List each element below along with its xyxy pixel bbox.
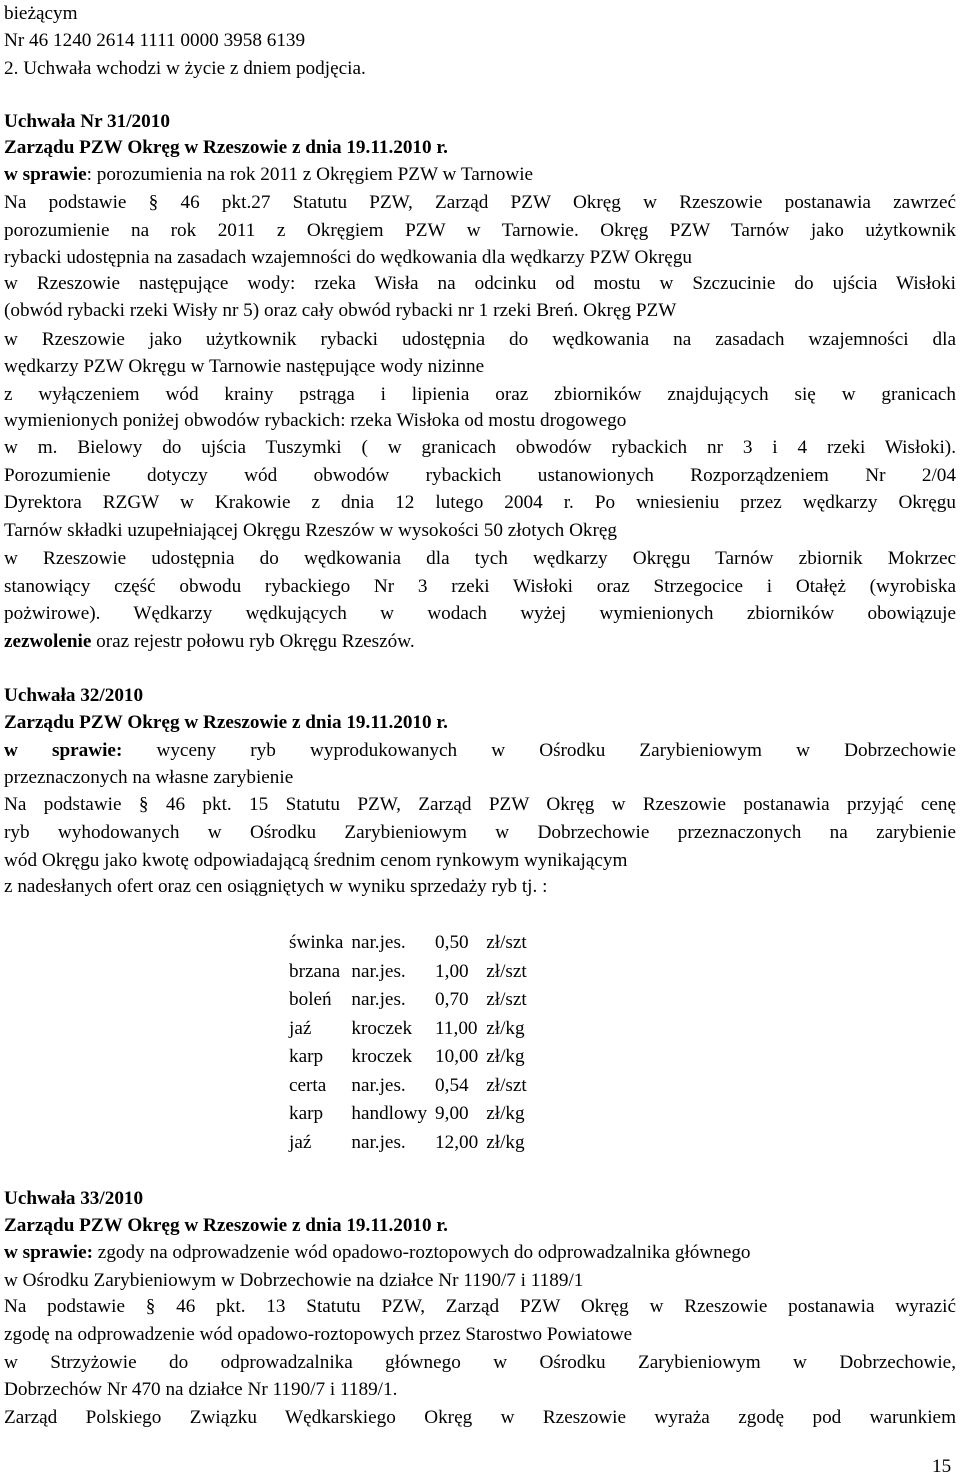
subject-label: w sprawie xyxy=(4,164,87,185)
subject-text: zgody na odprowadzenie wód opadowo-roztopowych do odprowadzalnika głównego xyxy=(93,1242,751,1263)
fish-price: 1,00 xyxy=(435,960,469,982)
body-line: stanowiący część obwodu rybackiego Nr 3 rzeki Wisłoki oraz Strzegocice i Otałęż (wyrobiska xyxy=(4,576,956,597)
fish-size: handlowy xyxy=(351,1103,428,1124)
fish-species: certa xyxy=(289,1074,327,1096)
fish-unit: zł/szt xyxy=(486,932,527,953)
fish-price: 11,00 xyxy=(435,1017,478,1039)
subject-label: w sprawie: xyxy=(4,1242,93,1263)
fish-size: nar.jes. xyxy=(351,960,406,982)
fish-species: brzana xyxy=(289,960,341,982)
fish-species: karp xyxy=(289,1046,324,1067)
body-line xyxy=(4,627,956,656)
resolution-33-board: Zarządu PZW Okręg w Rzeszowie z dnia 19.11.2010 r. xyxy=(4,1215,448,1236)
resolution-32-title: Uchwała 32/2010 xyxy=(4,685,144,706)
account-number: Nr 46 1240 2614 1111 0000 3958 6139 xyxy=(4,30,306,51)
body-line: pożwirowe). Wędkarzy wędkujących w wodach wyżej wymienionych zbiorników obowiązuje xyxy=(4,603,956,624)
body-line: wymienionych poniżej obwodów rybackich: rzeka Wisłoka od mostu drogowego xyxy=(4,410,627,431)
body-line: Zarząd Polskiego Związku Wędkarskiego Okręg w Rzeszowie wyraża zgodę pod warunkiem xyxy=(4,1407,956,1428)
fish-size: kroczek xyxy=(351,1046,413,1067)
table-row xyxy=(285,1100,531,1129)
body-line: wędkarzy PZW Okręgu w Tarnowie następujące wody nizinne xyxy=(4,356,485,377)
resolution-31-subject xyxy=(4,160,956,189)
body-line: w m. Bielowy do ujścia Tuszymki ( w granicach obwodów rybackich nr 3 i 4 rzeki Wisłoki). xyxy=(4,437,956,458)
text-line: 2. Uchwała wchodzi w życie z dniem podjęcia. xyxy=(4,58,366,79)
body-line: Na podstawie § 46 pkt.27 Statutu PZW, Zarząd PZW Okręg w Rzeszowie postanawia zawrzeć xyxy=(4,192,956,213)
table-row xyxy=(285,958,531,987)
subject-text: : porozumienia na rok 2011 z Okręgiem PZW w Tarnowie xyxy=(86,164,534,185)
fish-species: karp xyxy=(289,1103,324,1124)
fish-species: świnka xyxy=(289,932,344,953)
subject-continuation: w Ośrodku Zarybieniowym w Dobrzechowie na działce Nr 1190/7 i 1189/1 xyxy=(4,1270,584,1291)
fish-price: 12,00 xyxy=(435,1131,479,1153)
body-line: wód Okręgu jako kwotę odpowiadającą średnim cenom rynkowym wynikającym xyxy=(4,850,628,871)
table-row xyxy=(285,1043,531,1072)
fish-species: boleń xyxy=(289,989,332,1010)
page-number: 15 xyxy=(932,1456,952,1477)
body-line: Na podstawie § 46 pkt. 15 Statutu PZW, Zarząd PZW Okręg w Rzeszowie postanawia przyjąć cenę xyxy=(4,794,956,815)
body-line: Porozumienie dotyczy wód obwodów rybackich ustanowionych Rozporządzeniem Nr 2/04 xyxy=(4,465,956,486)
body-line: porozumienie na rok 2011 z Okręgiem PZW w Tarnowie. Okręg PZW Tarnów jako użytkownik xyxy=(4,220,956,241)
body-text: oraz rejestr połowu ryb Okręgu Rzeszów. xyxy=(91,631,415,652)
resolution-32-board: Zarządu PZW Okręg w Rzeszowie z dnia 19.11.2010 r. xyxy=(4,712,448,733)
fish-price: 10,00 xyxy=(435,1046,479,1067)
body-line: (obwód rybacki rzeki Wisły nr 5) oraz cały obwód rybacki nr 1 rzeki Breń. Okręg PZW xyxy=(4,300,677,321)
body-line: ryb wyhodowanych w Ośrodku Zarybieniowym w Dobrzechowie przeznaczonych na zarybienie xyxy=(4,822,956,843)
fish-price-table xyxy=(285,929,531,1157)
subject-continuation: przeznaczonych na własne zarybienie xyxy=(4,767,294,788)
body-line: w Rzeszowie udostępnia do wędkowania dla tych wędkarzy Okręgu Tarnów zbiornik Mokrzec xyxy=(4,548,956,569)
fish-size: nar.jes. xyxy=(351,1074,406,1096)
fish-species: jaź xyxy=(289,1131,312,1153)
resolution-32-subject xyxy=(4,736,956,765)
fish-price: 0,70 xyxy=(435,989,469,1010)
table-row xyxy=(285,1015,531,1044)
bold-term: zezwolenie xyxy=(4,631,92,652)
fish-unit: zł/szt xyxy=(486,1074,527,1096)
table-row xyxy=(285,929,531,958)
body-line: z nadesłanych ofert oraz cen osiągniętych w wyniku sprzedaży ryb tj. : xyxy=(4,876,548,897)
fish-size: nar.jes. xyxy=(351,1131,406,1153)
resolution-31-board: Zarządu PZW Okręg w Rzeszowie z dnia 19.11.2010 r. xyxy=(4,137,448,158)
resolution-33-subject xyxy=(4,1238,956,1267)
table-row xyxy=(285,1072,531,1101)
body-line: Tarnów składki uzupełniającej Okręgu Rzeszów w wysokości 50 złotych Okręg xyxy=(4,520,618,541)
fish-price: 9,00 xyxy=(435,1103,469,1124)
fish-unit: zł/kg xyxy=(486,1103,525,1124)
body-line: w Rzeszowie jako użytkownik rybacki udostępnia do wędkowania na zasadach wzajemności dla xyxy=(4,329,956,350)
table-row xyxy=(285,1129,531,1158)
fish-unit: zł/kg xyxy=(486,1046,525,1067)
fish-size: nar.jes. xyxy=(351,989,406,1010)
body-line: z wyłączeniem wód krainy pstrąga i lipienia oraz zbiorników znajdujących się w granicach xyxy=(4,384,956,405)
body-line: Dobrzechów Nr 470 na działce Nr 1190/7 i 1189/1. xyxy=(4,1379,398,1400)
resolution-33-title: Uchwała 33/2010 xyxy=(4,1188,144,1209)
fish-price: 0,50 xyxy=(435,932,469,953)
fish-size: nar.jes. xyxy=(351,932,406,953)
subject-text: wyceny ryb wyprodukowanych w Ośrodku Zarybieniowym w Dobrzechowie xyxy=(122,740,956,761)
fish-size: kroczek xyxy=(351,1017,413,1039)
body-line: w Rzeszowie następujące wody: rzeka Wisła na odcinku od mostu w Szczucinie do ujścia Wisłoki xyxy=(4,273,956,294)
fish-unit: zł/kg xyxy=(486,1131,525,1153)
fish-species: jaź xyxy=(289,1017,312,1039)
body-line: rybacki udostępnia na zasadach wzajemności do wędkowania dla wędkarzy PZW Okręgu xyxy=(4,247,693,268)
fish-price: 0,54 xyxy=(435,1074,469,1096)
fish-unit: zł/szt xyxy=(486,989,527,1010)
body-line: w Strzyżowie do odprowadzalnika głównego w Ośrodku Zarybieniowym w Dobrzechowie, xyxy=(4,1352,956,1373)
text-line: bieżącym xyxy=(4,3,78,24)
body-line: Na podstawie § 46 pkt. 13 Statutu PZW, Zarząd PZW Okręg w Rzeszowie postanawia wyrazić xyxy=(4,1296,956,1317)
resolution-31-title: Uchwała Nr 31/2010 xyxy=(4,111,170,132)
fish-unit: zł/kg xyxy=(486,1017,525,1039)
body-line: zgodę na odprowadzenie wód opadowo-roztopowych przez Starostwo Powiatowe xyxy=(4,1324,633,1345)
fish-unit: zł/szt xyxy=(486,960,527,982)
body-line: Dyrektora RZGW w Krakowie z dnia 12 lutego 2004 r. Po wniesieniu przez wędkarzy Okręgu xyxy=(4,492,956,513)
subject-label: w sprawie: xyxy=(4,740,123,761)
table-row xyxy=(285,986,531,1015)
